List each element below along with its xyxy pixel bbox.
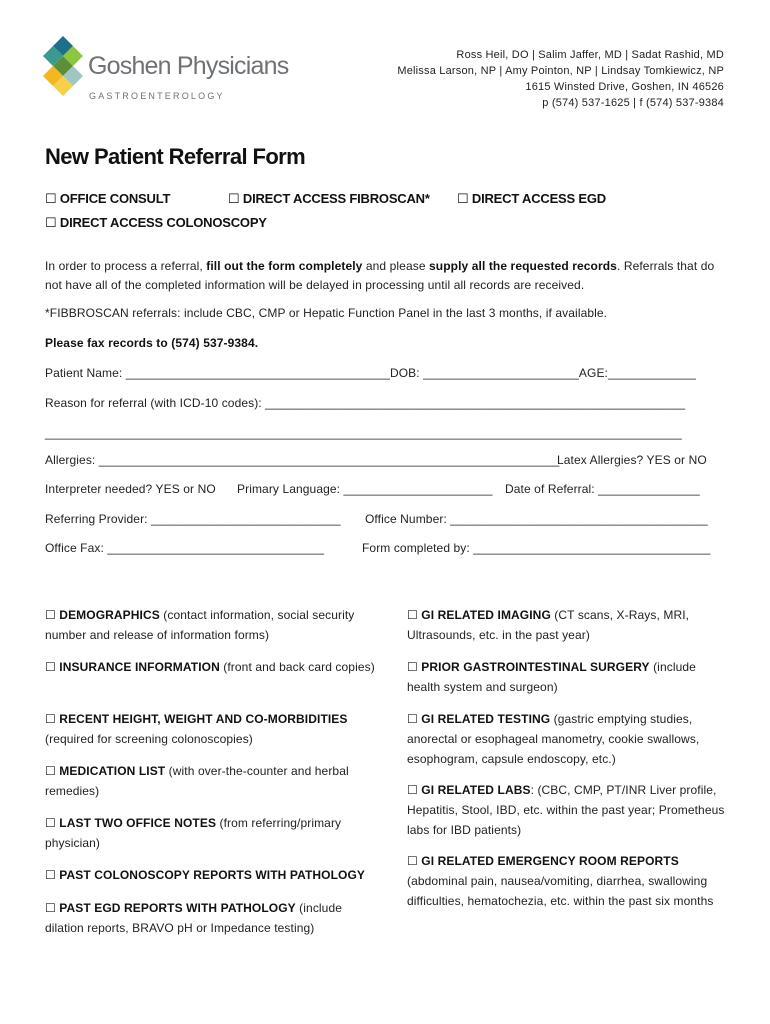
fax-note: Please fax records to (574) 537-9384. bbox=[45, 336, 259, 350]
record-description: (CT scans, X-Rays, MRI, Ultrasounds, etc. in the past year) bbox=[407, 608, 690, 642]
patient-info-field[interactable]: Patient Name: _______________________________________DOB: _______________________AGE:_____________ bbox=[45, 366, 697, 380]
interpreter-question[interactable]: Interpreter needed? YES or NO bbox=[45, 482, 216, 496]
record-title: GI RELATED LABS bbox=[421, 783, 531, 797]
contact-line-practitioners: Melissa Larson, NP | Amy Pointon, NP | Lindsay Tomkiewicz, NP bbox=[397, 65, 724, 77]
record-checkbox-medication-list[interactable] bbox=[45, 761, 375, 801]
office-fax-field[interactable]: Office Fax: ________________________________ bbox=[45, 541, 325, 555]
record-checkbox-gi-testing[interactable] bbox=[407, 709, 732, 769]
checkbox-icon: ☐ bbox=[407, 660, 418, 674]
form-title: New Patient Referral Form bbox=[45, 144, 306, 169]
record-title: PAST COLONOSCOPY REPORTS WITH PATHOLOGY bbox=[59, 868, 365, 882]
checkbox-icon: ☐ bbox=[45, 764, 56, 778]
office-number-field[interactable]: Office Number: ______________________________________ bbox=[365, 512, 708, 526]
record-checkbox-insurance[interactable] bbox=[45, 657, 375, 677]
record-description: (required for screening colonoscopies) bbox=[45, 732, 253, 746]
checkbox-label: DIRECT ACCESS COLONOSCOPY bbox=[59, 215, 267, 230]
checkbox-icon: ☐ bbox=[45, 712, 56, 726]
record-description: (with over-the-counter and herbal remedies) bbox=[45, 764, 349, 798]
referring-provider-field[interactable]: Referring Provider: ____________________________ bbox=[45, 512, 341, 526]
record-checkbox-office-notes[interactable] bbox=[45, 813, 375, 853]
record-description: (front and back card copies) bbox=[219, 660, 375, 674]
record-title: PRIOR GASTROINTESTINAL SURGERY bbox=[421, 660, 650, 674]
checkbox-label: DIRECT ACCESS FIBROSCAN* bbox=[242, 191, 430, 206]
contact-block bbox=[397, 47, 724, 111]
record-title: PAST EGD REPORTS WITH PATHOLOGY bbox=[59, 901, 296, 915]
record-checkbox-egd-reports[interactable] bbox=[45, 898, 375, 938]
record-checkbox-height-weight[interactable] bbox=[45, 709, 375, 749]
checkbox-label: OFFICE CONSULT bbox=[59, 191, 171, 206]
checkbox-icon: ☐ bbox=[45, 868, 56, 882]
record-description: (contact information, social security number and release of information forms) bbox=[45, 608, 355, 642]
checkbox-icon: ☐ bbox=[407, 783, 418, 797]
date-of-referral-field[interactable]: Date of Referral: _______________ bbox=[505, 482, 700, 496]
record-title: GI RELATED TESTING bbox=[421, 712, 551, 726]
brand-name: Goshen Physicians bbox=[88, 52, 289, 80]
record-description: (gastric emptying studies, anorectal or esophageal manometry, cookie swallows, esophogram, capsule endoscopy, etc.) bbox=[407, 712, 700, 766]
record-title: GI RELATED EMERGENCY ROOM REPORTS bbox=[421, 854, 679, 868]
checkbox-direct-access-egd[interactable] bbox=[457, 191, 606, 207]
checkbox-icon: ☐ bbox=[45, 901, 56, 915]
record-title: MEDICATION LIST bbox=[59, 764, 166, 778]
checkbox-label: DIRECT ACCESS EGD bbox=[471, 191, 606, 206]
record-checkbox-demographics[interactable] bbox=[45, 605, 375, 645]
primary-language-field[interactable]: Primary Language: ______________________ bbox=[237, 482, 493, 496]
record-checkbox-colonoscopy-reports[interactable] bbox=[45, 865, 375, 885]
record-title: LAST TWO OFFICE NOTES bbox=[59, 816, 217, 830]
contact-line-physicians: Ross Heil, DO | Salim Jaffer, MD | Sadat Rashid, MD bbox=[456, 49, 724, 61]
record-description: (from referring/primary physician) bbox=[45, 816, 342, 850]
reason-for-referral-field-continued[interactable]: ______________________________________________________________________________________________ bbox=[45, 426, 682, 440]
intro-text: In order to process a referral, bbox=[45, 259, 207, 273]
reason-for-referral-field[interactable]: Reason for referral (with ICD-10 codes): ______________________________________________________________ bbox=[45, 396, 686, 410]
checkbox-icon: ☐ bbox=[228, 191, 240, 206]
checkbox-icon: ☐ bbox=[45, 660, 56, 674]
record-description: : (CBC, CMP, PT/INR Liver profile, Hepatitis, Stool, IBD, etc. within the past year; Prometheus labs for IBD patients) bbox=[407, 783, 725, 837]
record-title: GI RELATED IMAGING bbox=[421, 608, 551, 622]
contact-line-phone-fax: p (574) 537-1625 | f (574) 537-9384 bbox=[542, 97, 724, 109]
checkbox-icon: ☐ bbox=[407, 608, 418, 622]
record-checkbox-gi-imaging[interactable] bbox=[407, 605, 732, 645]
record-description: (include health system and surgeon) bbox=[407, 660, 696, 694]
intro-paragraph bbox=[45, 257, 725, 295]
intro-text: and please bbox=[362, 259, 430, 273]
checkbox-icon: ☐ bbox=[45, 608, 56, 622]
intro-text: . Referrals that do not have all of the completed information will be delayed in processing until all records are received. bbox=[45, 259, 715, 292]
record-title: DEMOGRAPHICS bbox=[59, 608, 160, 622]
record-checkbox-prior-gi-surgery[interactable] bbox=[407, 657, 732, 697]
logo-icon bbox=[43, 36, 83, 100]
intro-emphasis: fill out the form completely bbox=[206, 259, 363, 273]
checkbox-direct-access-colonoscopy[interactable] bbox=[45, 215, 267, 231]
checkbox-icon: ☐ bbox=[407, 712, 418, 726]
checkbox-icon: ☐ bbox=[45, 215, 57, 230]
form-completed-by-field[interactable]: Form completed by: ___________________________________ bbox=[362, 541, 711, 555]
checkbox-direct-access-fibroscan[interactable] bbox=[228, 191, 430, 207]
fibroscan-note: *FIBBROSCAN referrals: include CBC, CMP or Hepatic Function Panel in the last 3 months, if available. bbox=[45, 306, 608, 320]
checkbox-icon: ☐ bbox=[457, 191, 469, 206]
latex-allergies-question[interactable]: Latex Allergies? YES or NO bbox=[557, 453, 707, 467]
allergies-field[interactable]: Allergies: ____________________________________________________________________ bbox=[45, 453, 560, 467]
record-checkbox-gi-labs[interactable] bbox=[407, 780, 732, 840]
record-checkbox-gi-emergency-reports[interactable] bbox=[407, 851, 732, 911]
brand-subtitle: GASTROENTEROLOGY bbox=[89, 91, 225, 101]
checkbox-office-consult[interactable] bbox=[45, 191, 170, 207]
intro-emphasis: supply all the requested records bbox=[429, 259, 617, 273]
record-description: (include dilation reports, BRAVO pH or Impedance testing) bbox=[45, 901, 343, 935]
checkbox-icon: ☐ bbox=[407, 854, 418, 868]
record-title: INSURANCE INFORMATION bbox=[59, 660, 220, 674]
checkbox-icon: ☐ bbox=[45, 191, 57, 206]
record-title: RECENT HEIGHT, WEIGHT AND CO-MORBIDITIES bbox=[59, 712, 348, 726]
contact-line-address: 1615 Winsted Drive, Goshen, IN 46526 bbox=[525, 81, 724, 93]
checkbox-icon: ☐ bbox=[45, 816, 56, 830]
record-description: (abdominal pain, nausea/vomiting, diarrhea, swallowing difficulties, hematochezia, etc. within the past six months bbox=[407, 874, 714, 908]
